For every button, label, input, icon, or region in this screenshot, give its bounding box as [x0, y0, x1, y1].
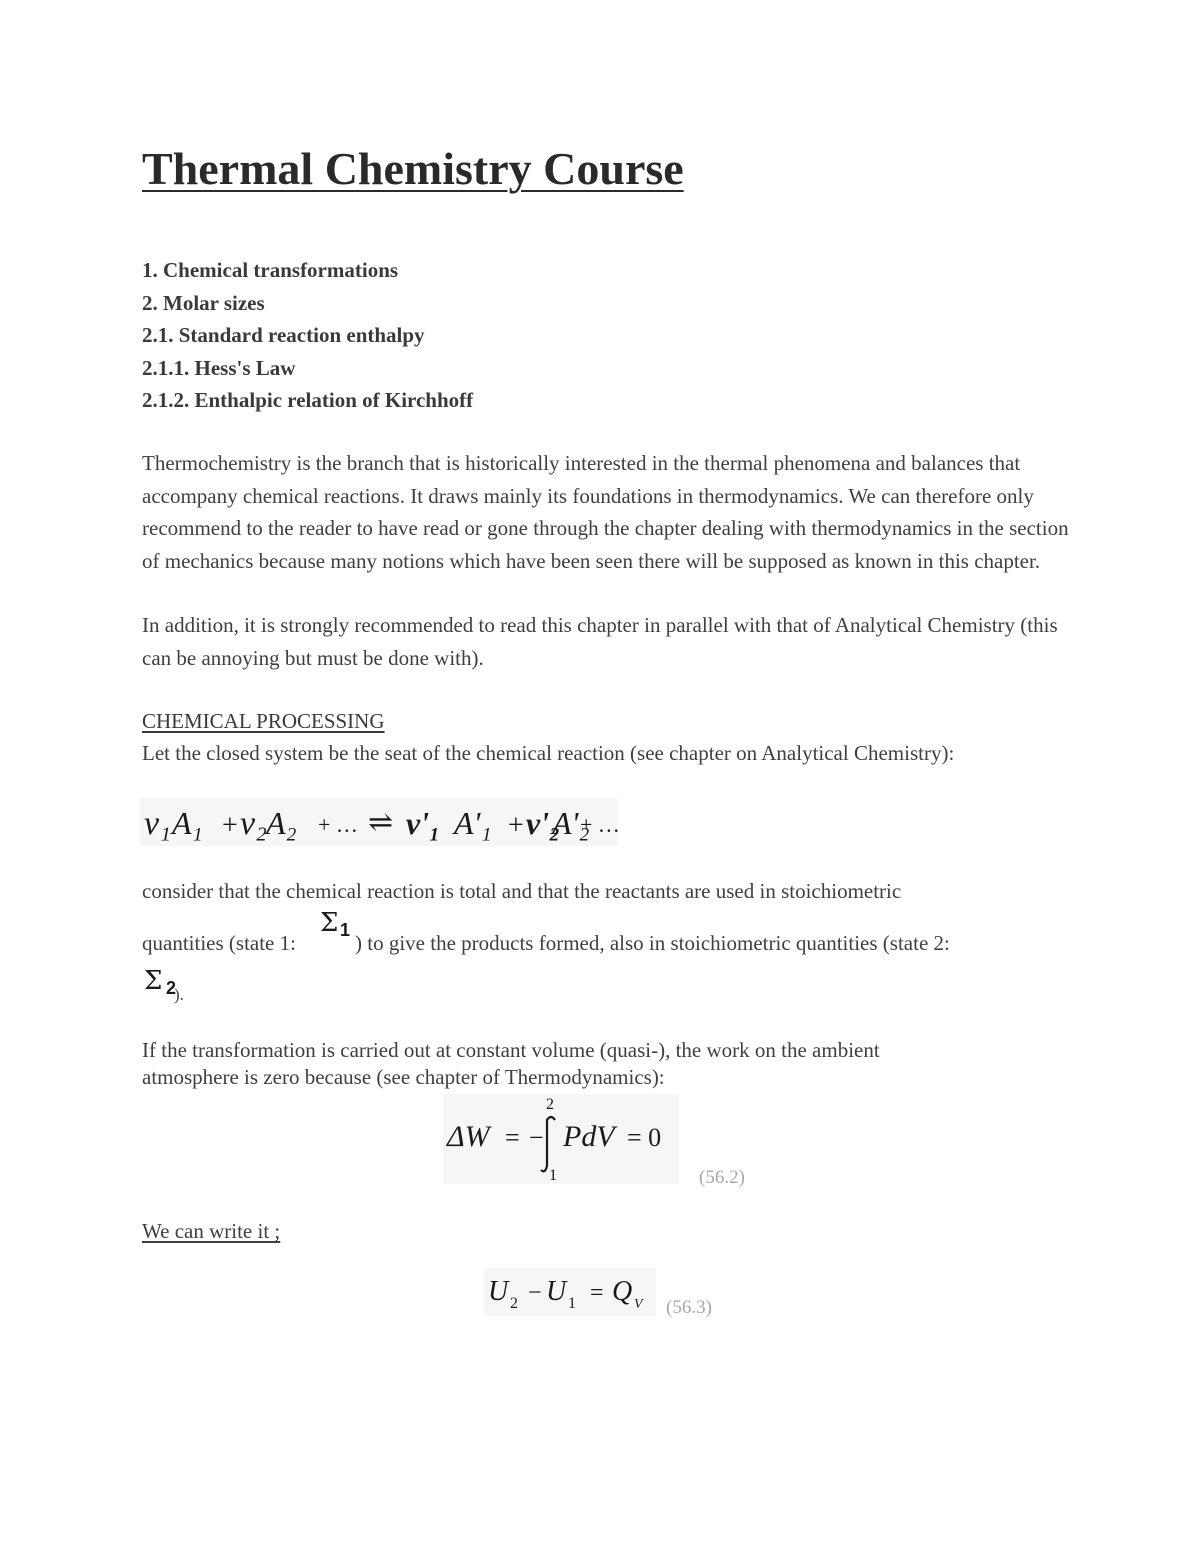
equation-number: (56.2) — [699, 1167, 745, 1188]
toc-item: 2. Molar sizes — [142, 290, 265, 315]
upper-limit: 2 — [546, 1096, 554, 1113]
consider-line-2b: ) to give the products formed, also in stoichiometric quantities (state 2: — [355, 931, 950, 955]
q-symbol: Q — [612, 1276, 633, 1307]
ellipsis-term: + … — [580, 812, 618, 837]
toc-item: 1. Chemical transformations — [142, 258, 399, 282]
constant-volume-line-2: atmosphere is zero because (see chapter of Thermodynamics): — [142, 1065, 665, 1089]
consider-line-1: consider that the chemical reaction is total and that the reactants are used in stoichiometric — [142, 879, 902, 903]
product-1: A'₁ — [454, 805, 492, 841]
work-equation-svg — [443, 1094, 679, 1184]
section-intro: Let the closed system be the seat of the chemical reaction (see chapter on Analytical Chemistry): — [142, 741, 955, 765]
reaction-equation-svg — [140, 798, 618, 846]
equals-sign: = — [590, 1280, 604, 1306]
intro-paragraph-1: Thermochemistry is the branch that is historically interested in the thermal phenomena and balances that accompany chemical reactions. It draws mainly its foundations in thermodynamics. We can therefore only recommend to the reader to have read or gone through the chapter dealing with thermodynamics in the section of mechanics because many notions which have been seen there will be supposed as known in this chapter. — [142, 451, 1069, 573]
integrand: PdV — [563, 1120, 615, 1153]
reactant-1: A₁ — [172, 805, 203, 841]
plus-sign: + — [508, 810, 524, 841]
consider-line-2a: quantities (state 1: — [142, 931, 296, 955]
u1-symbol: U — [546, 1276, 567, 1307]
consider-line-3: ). — [174, 985, 184, 1004]
plus-sign: + — [222, 810, 238, 841]
equilibrium-arrow: ⇌ — [368, 806, 394, 839]
sigma-glyph: Σ — [144, 966, 163, 996]
energy-equation-svg — [484, 1268, 656, 1316]
toc-item: 2.1. Standard reaction enthalpy — [142, 323, 425, 348]
reactant-1-coef: ν₁ — [144, 805, 171, 842]
work-rhs: = 0 — [627, 1123, 662, 1152]
u2-subscript: 2 — [510, 1295, 518, 1312]
lower-limit: 1 — [549, 1167, 557, 1184]
work-lhs: ΔW — [447, 1120, 490, 1153]
equation-number: (56.3) — [666, 1297, 712, 1318]
toc-item: 2.1.1. Hess's Law — [142, 355, 296, 380]
table-of-contents — [142, 254, 473, 417]
q-subscript: V — [634, 1297, 643, 1312]
equals-sign: = — [505, 1123, 520, 1152]
ellipsis-term: + … — [318, 812, 358, 837]
constant-volume-line-1: If the transformation is carried out at constant volume (quasi-), the work on the ambient — [142, 1038, 880, 1062]
u2-symbol: U — [488, 1276, 509, 1307]
energy-equation — [484, 1268, 656, 1316]
section-heading: CHEMICAL PROCESSING — [142, 709, 385, 733]
reaction-equation — [140, 798, 618, 846]
sigma-glyph: Σ — [320, 908, 339, 938]
product-1-coef: ν'₁ — [406, 805, 441, 841]
reactant-2: A₂ — [266, 805, 297, 841]
product-2-coef: ν'₂ — [526, 805, 561, 841]
sigma-1-symbol — [318, 908, 358, 948]
minus-sign: − — [528, 1280, 542, 1306]
product-2: A'₂ — [552, 805, 590, 841]
sigma-subscript: 2 — [166, 978, 177, 998]
intro-paragraph-2: In addition, it is strongly recommended to read this chapter in parallel with that of Analytical Chemistry (this can be annoying but must be done with). — [142, 613, 1058, 670]
minus-sign: − — [529, 1123, 544, 1152]
toc-item: 2.1.2. Enthalpic relation of Kirchhoff — [142, 388, 474, 413]
reactant-2-coef: ν₂ — [240, 805, 267, 842]
u1-subscript: 1 — [568, 1295, 576, 1312]
write-it-line: We can write it ; — [142, 1219, 281, 1243]
work-equation — [443, 1094, 679, 1184]
page-title: Thermal Chemistry Course — [142, 143, 684, 194]
sigma-subscript: 1 — [340, 920, 351, 940]
